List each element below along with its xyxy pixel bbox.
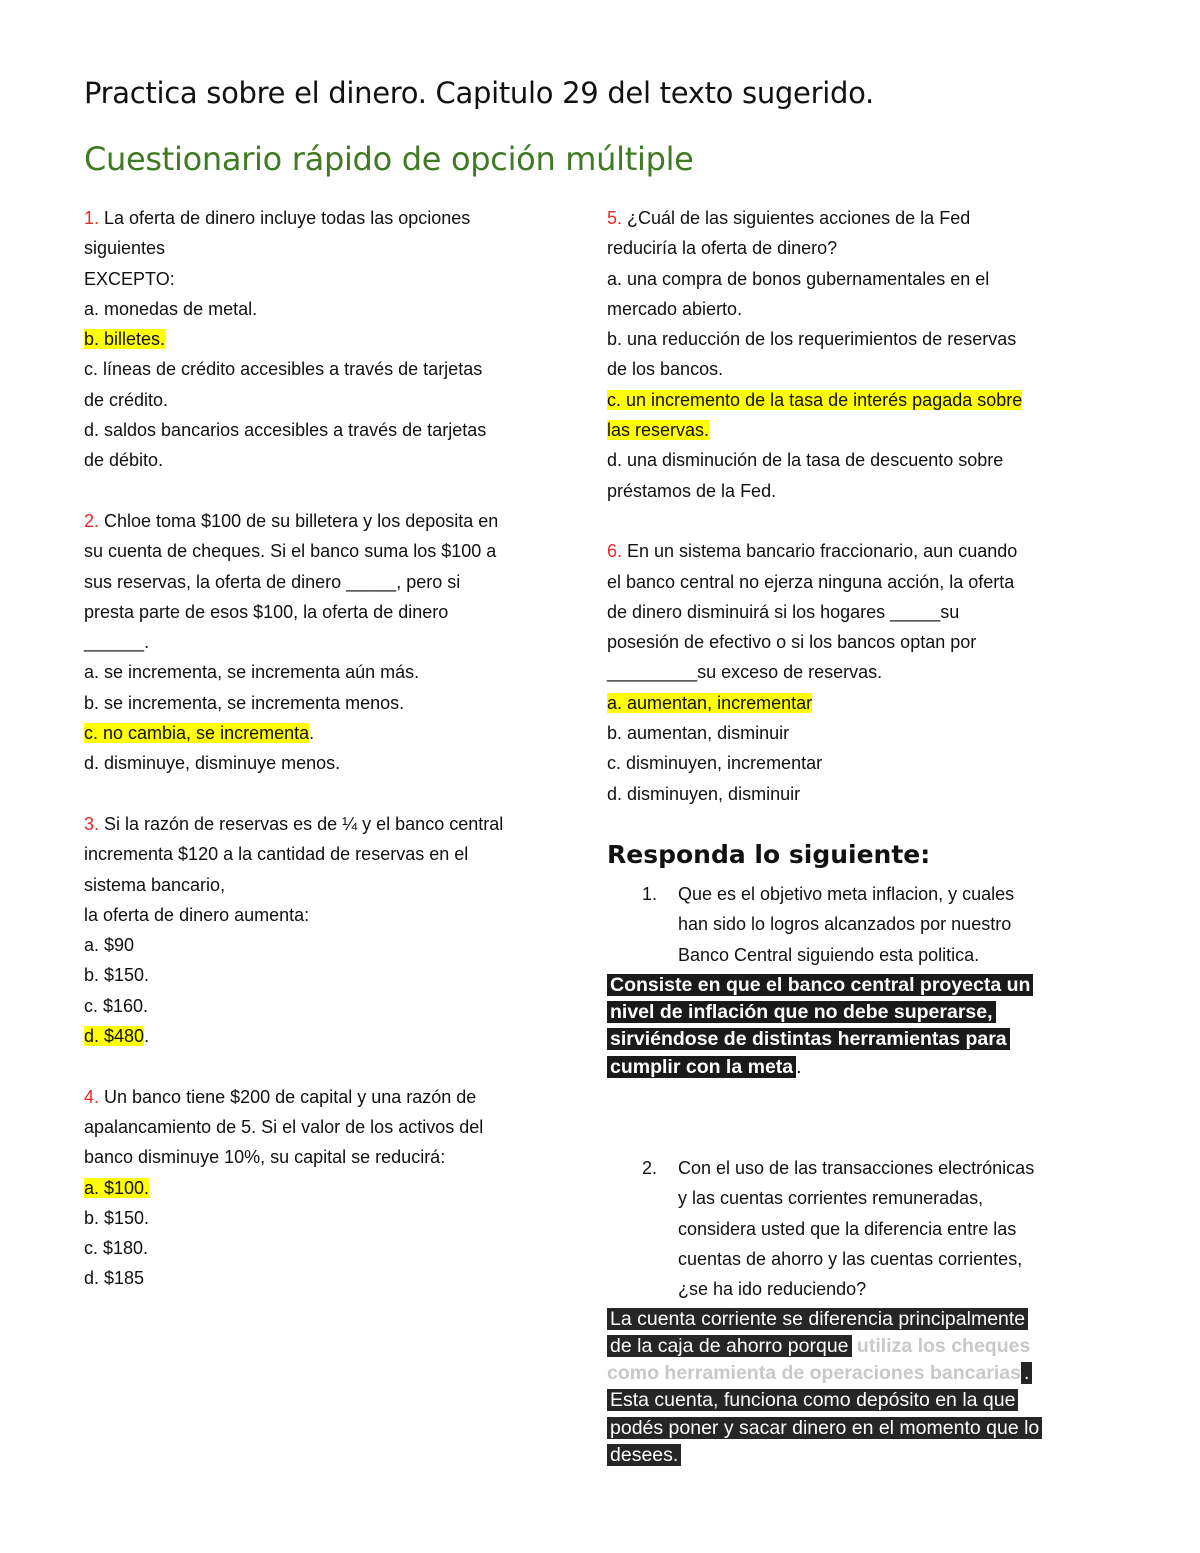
question-stem: sus reservas, la oferta de dinero _____, pero si [84,571,461,592]
option-d: d. saldos bancarios accesibles a través de tarjetas [84,420,487,441]
option-c: c. $180. [84,1238,149,1259]
option-c: c. disminuyen, incrementar [607,753,823,774]
spacer [607,809,1077,829]
question-stem: el banco central no ejerza ninguna acción, la oferta [607,571,1015,592]
question-stem: banco disminuye 10%, su capital se reducirá: [84,1147,446,1168]
question-stem: _________su exceso de reservas. [607,662,883,683]
option-c: de crédito. [84,389,169,410]
question-stem: de dinero disminuirá si los hogares _____su [607,601,960,622]
right-column [607,203,1077,1469]
option-a: mercado abierto. [607,298,743,319]
question-2 [84,506,534,779]
quiz-subtitle: Cuestionario rápido de opción múltiple [84,140,694,178]
question-stem: 4. Un banco tiene $200 de capital y una razón de [84,1086,477,1107]
question-stem: siguientes [84,238,166,259]
answer-1: Consiste en que el banco central proyecta un nivel de inflación que no debe superarse, sirviéndose de distintas herramientas para cumplir con la meta . [607,972,1077,1081]
option-d: d. una disminución de la tasa de descuento sobre [607,450,1004,471]
question-number: 4. [84,1086,100,1107]
question-number: 2. [84,510,100,531]
list-item [607,1153,1077,1304]
option-a: a. $90 [84,935,135,956]
question-stem: EXCEPTO: [84,268,175,289]
question-3 [84,809,534,1051]
option-c-correct: c. no cambia, se incrementa. [84,723,315,744]
open-question-1 [607,879,1077,970]
option-b: de los bancos. [607,359,724,380]
option-b: b. se incrementa, se incrementa menos. [84,692,405,713]
question-6 [607,536,1077,809]
question-number: 3. [84,813,100,834]
question-number: 5. [607,208,623,228]
question-stem: presta parte de esos $100, la oferta de dinero [84,601,449,622]
left-column [84,203,534,1294]
option-c-correct [607,415,1077,445]
highlighted-answer: c. no cambia, se incrementa [84,723,310,744]
highlighted-answer: c. un incremento de la tasa de interés pagada sobre [607,389,1023,410]
question-stem: 2. Chloe toma $100 de su billetera y los deposita en [84,510,499,531]
document-title: Practica sobre el dinero. Capitulo 29 del texto sugerido. [84,76,874,110]
question-stem: 6. En un sistema bancario fraccionario, aun cuando [607,541,1018,562]
option-a-correct [84,1173,534,1203]
option-b: b. una reducción de los requerimientos de reservas [607,329,1017,350]
question-stem: ______. [84,632,150,653]
list-text: Con el uso de las transacciones electrónicas y las cuentas corrientes remuneradas, considera usted que la diferencia entre las cuentas de ahorro y las cuentas corrientes, ¿se ha ido reduciendo? [678,1158,1035,1300]
option-a-correct [607,688,1077,718]
option-d: préstamos de la Fed. [607,480,777,501]
option-c-correct [607,385,1077,415]
section-heading: Responda lo siguiente: [607,839,931,869]
list-number: 2. [642,1158,658,1179]
question-stem: sistema bancario, [84,874,226,895]
question-5 [607,203,1077,506]
open-question-2 [607,1153,1077,1304]
spacer [84,476,534,506]
question-stem: 1. La oferta de dinero incluye todas las opciones [84,208,471,228]
highlighted-answer: las reservas. [607,420,710,441]
option-b: b. $150. [84,1207,150,1228]
question-stem: su cuenta de cheques. Si el banco suma los $100 a [84,541,497,562]
highlighted-answer: a. aumentan, incrementar [607,692,813,713]
spacer [607,506,1077,536]
question-number: 6. [607,541,623,562]
question-stem: la oferta de dinero aumenta: [84,904,310,925]
option-d: d. disminuye, disminuye menos. [84,753,341,774]
question-4 [84,1082,534,1294]
spacer [84,779,534,809]
spacer [84,1051,534,1081]
option-b: b. aumentan, disminuir [607,723,790,744]
question-1 [84,203,534,476]
question-stem: 3. Si la razón de reservas es de ¼ y el banco central [84,813,504,834]
list-item [607,879,1077,970]
question-stem: incrementa $120 a la cantidad de reservas en el [84,844,469,865]
option-a: a. una compra de bonos gubernamentales en el [607,268,990,289]
highlighted-answer: a. $100. [84,1177,150,1198]
option-a: a. monedas de metal. [84,298,258,319]
option-b: b. $150. [84,965,150,986]
question-stem: apalancamiento de 5. Si el valor de los activos del [84,1116,484,1137]
option-d: d. disminuyen, disminuir [607,783,801,804]
answer-2: La cuenta corriente se diferencia principalmente de la caja de ahorro porque utiliza los cheques como herramienta de operaciones bancarias . Esta cuenta, funciona como depósito en la que podés poner y sacar dinero en el momento que lo desees. [607,1306,1077,1470]
question-stem: 5. ¿Cuál de las siguientes acciones de la Fed [607,208,971,228]
option-c: c. $160. [84,995,149,1016]
option-d-correct: d. $480. [84,1026,150,1047]
option-d: d. $185 [84,1268,145,1289]
highlighted-answer: b. billetes. [84,329,166,350]
highlighted-answer: d. $480 [84,1026,145,1047]
option-b-correct [84,324,534,354]
option-c: c. líneas de crédito accesibles a través de tarjetas [84,359,483,380]
question-number: 1. [84,208,100,228]
question-stem: reduciría la oferta de dinero? [607,238,838,259]
list-text: Que es el objetivo meta inflacion, y cuales han sido lo logros alcanzados por nuestro Banco Central siguiendo esta politica. [678,883,1015,965]
list-number: 1. [642,883,658,904]
option-a: a. se incrementa, se incrementa aún más. [84,662,420,683]
option-d: de débito. [84,450,164,471]
spacer [607,1081,1077,1153]
question-stem: posesión de efectivo o si los bancos optan por [607,632,977,653]
